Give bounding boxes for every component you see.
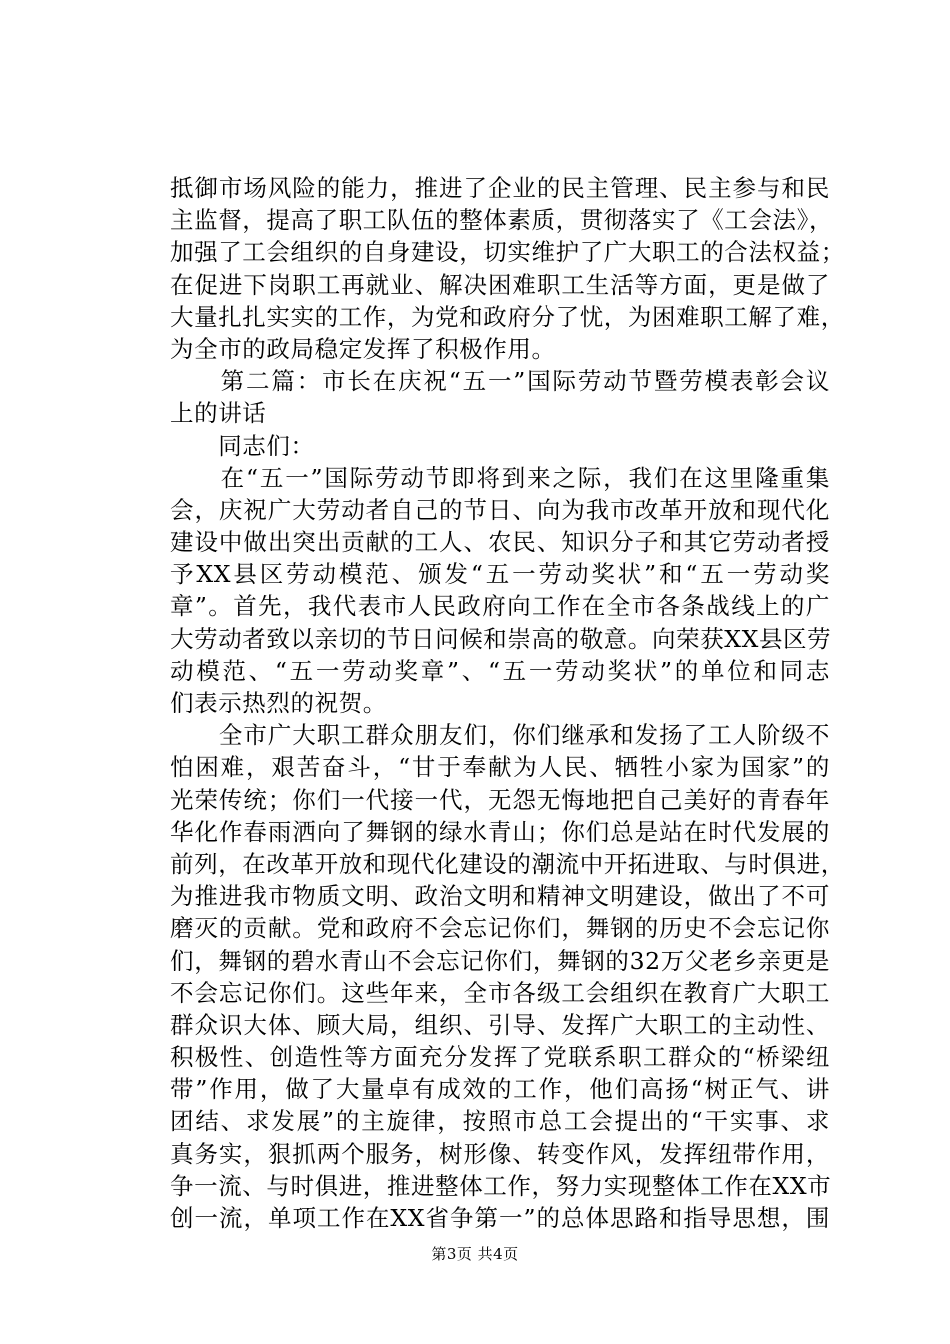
text-line: 为推进我市物质文明、政治文明和精神文明建设，做出了不可 [170,882,830,911]
text-line: 争一流、与时俱进，推进整体工作，努力实现整体工作在XX市 [170,1171,832,1200]
section-heading-line: 第二篇：市长在庆祝“五一”国际劳动节暨劳模表彰会议 [170,367,830,396]
text-line: 予XX县区劳动模范、颁发“五一劳动奖状”和“五一劳动奖 [170,560,830,589]
text-line: 们表示热烈的祝贺。 [170,689,387,717]
text-line: 华化作春雨洒向了舞钢的绿水青山；你们总是站在时代发展的 [170,817,830,846]
text-line: 光荣传统；你们一代接一代，无怨无悔地把自己美好的青春年 [170,785,830,814]
salutation-line: 同志们： [170,431,315,460]
text-line: 怕困难，艰苦奋斗，“甘于奉献为人民、牺牲小家为国家”的 [170,753,830,782]
page-number-footer: 第3页 共4页 [431,1245,519,1263]
text-line: 会，庆祝广大劳动者自己的节日、向为我市改革开放和现代化 [170,495,830,524]
text-line: 主监督，提高了职工队伍的整体素质，贯彻落实了《工会法》， [170,206,834,235]
text-line: 们，舞钢的碧水青山不会忘记你们，舞钢的32万父老乡亲更是 [170,946,830,975]
text-line: 建设中做出突出贡献的工人、农民、知识分子和其它劳动者授 [170,528,830,557]
text-line: 前列，在改革开放和现代化建设的潮流中开拓进取、与时俱进， [170,849,845,878]
text-line: 动模范、“五一劳动奖章”、“五一劳动奖状”的单位和同志 [170,656,830,685]
text-line: 在“五一”国际劳动节即将到来之际，我们在这里隆重集 [170,463,830,492]
text-line: 加强了工会组织的自身建设，切实维护了广大职工的合法权益； [170,238,845,267]
text-line: 磨灭的贡献。党和政府不会忘记你们，舞钢的历史不会忘记你 [170,914,830,943]
text-line: 在促进下岗职工再就业、解决困难职工生活等方面，更是做了 [170,270,830,299]
text-line: 群众识大体、顾大局，组织、引导、发挥广大职工的主动性、 [170,1010,830,1039]
section-heading-line: 上的讲话 [170,399,267,428]
text-line: 章”。首先，我代表市人民政府向工作在全市各条战线上的广 [170,592,830,621]
text-line: 团结、求发展”的主旋律，按照市总工会提出的“干实事、求 [170,1107,830,1136]
document-body [170,172,845,1234]
text-line: 抵御市场风险的能力，推进了企业的民主管理、民主参与和民 [170,174,830,202]
text-line: 创一流，单项工作在XX省争第一”的总体思路和指导思想，围 [170,1204,830,1232]
text-line: 大量扎扎实实的工作，为党和政府分了忧，为困难职工解了难， [170,302,845,331]
text-line: 大劳动者致以亲切的节日问候和崇高的敬意。向荣获XX县区劳 [170,624,832,653]
text-line: 不会忘记你们。这些年来，全市各级工会组织在教育广大职工 [170,978,830,1007]
text-line: 带”作用，做了大量卓有成效的工作，他们高扬“树正气、讲 [170,1075,830,1104]
text-line: 为全市的政局稳定发挥了积极作用。 [170,334,556,363]
text-line: 真务实，狠抓两个服务，树形像、转变作风，发挥纽带作用， [170,1139,830,1168]
text-line: 全市广大职工群众朋友们，你们继承和发扬了工人阶级不 [170,721,830,750]
text-line: 积极性、创造性等方面充分发挥了党联系职工群众的“桥梁纽 [170,1043,830,1072]
